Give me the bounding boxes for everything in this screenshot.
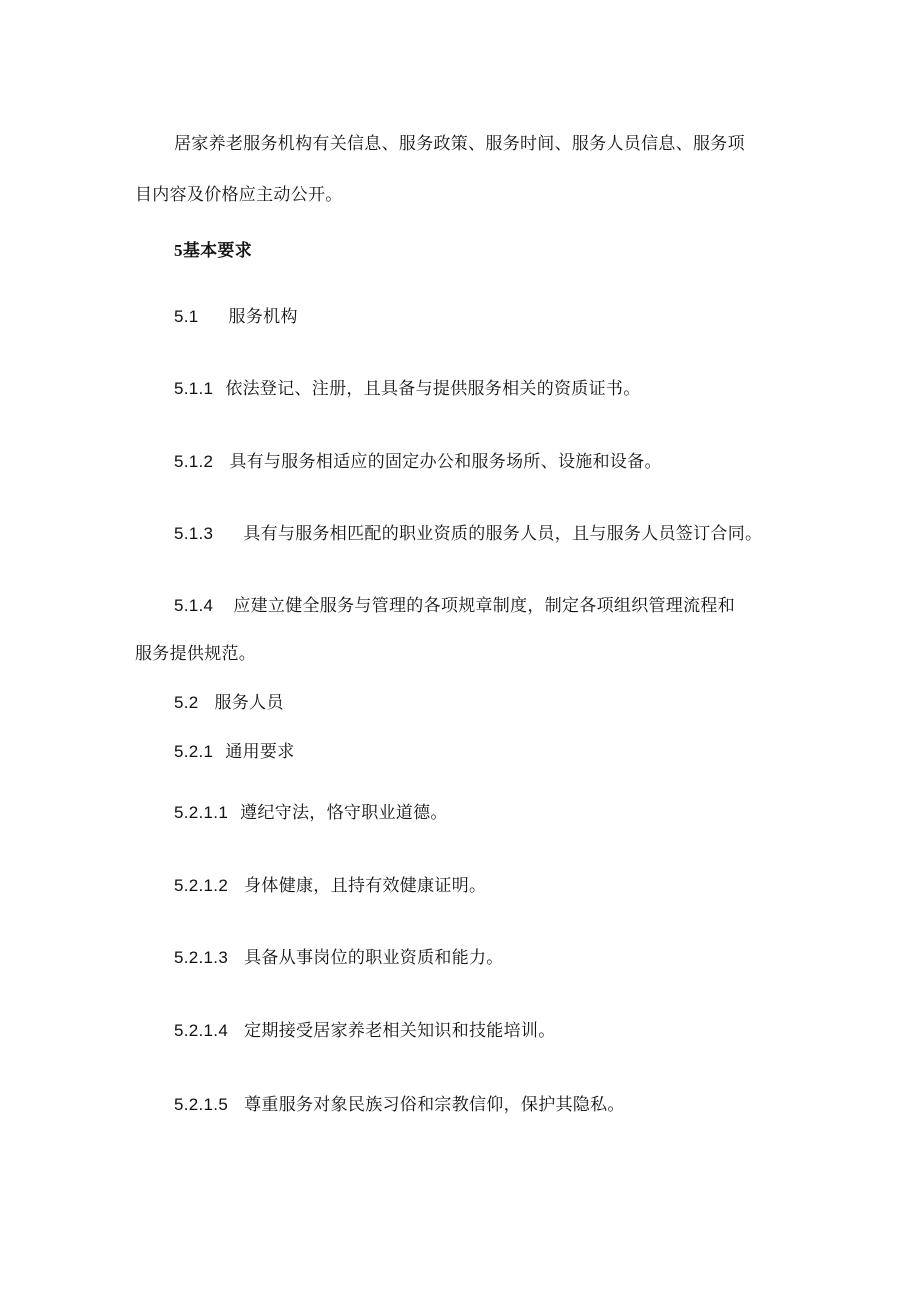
clause-5-2-1-1-number: 5.2.1.1 — [174, 803, 229, 822]
section-5-heading — [174, 240, 252, 262]
section-5-title: 基本要求 — [182, 241, 253, 261]
section-5-2-1-number: 5.2.1 — [174, 742, 214, 761]
section-5-2-heading — [174, 692, 284, 714]
intro-text-line1: 居家养老服务机构有关信息、服务政策、服务时间、服务人员信息、服务项 — [174, 134, 745, 154]
clause-5-2-1-2-number: 5.2.1.2 — [174, 876, 229, 895]
clause-5-2-1-4 — [174, 1020, 556, 1042]
clause-5-1-2-number: 5.1.2 — [174, 452, 214, 471]
clause-5-2-1-3 — [174, 947, 504, 969]
clause-5-2-1-2-text: 身体健康，且持有效健康证明。 — [244, 876, 487, 896]
clause-5-1-3-number: 5.1.3 — [174, 524, 214, 543]
section-5-1-number: 5.1 — [174, 307, 199, 326]
clause-5-1-1-number: 5.1.1 — [174, 379, 214, 398]
clause-5-1-1-text: 依法登记、注册，且具备与提供服务相关的资质证书。 — [225, 379, 641, 399]
clause-5-1-3-text: 具有与服务相匹配的职业资质的服务人员，且与服务人员签订合同。 — [243, 524, 763, 544]
section-5-1-heading — [174, 306, 298, 328]
clause-5-2-1-5-text: 尊重服务对象民族习俗和宗教信仰，保护其隐私。 — [244, 1095, 625, 1115]
clause-5-2-1-4-text: 定期接受居家养老相关知识和技能培训。 — [244, 1021, 556, 1041]
section-5-2-title: 服务人员 — [214, 693, 284, 713]
intro-paragraph-line2 — [135, 184, 343, 206]
clause-5-1-2-text: 具有与服务相适应的固定办公和服务场所、设施和设备。 — [229, 452, 662, 472]
section-5-number: 5 — [174, 241, 183, 260]
intro-text-line2: 目内容及价格应主动公开。 — [135, 185, 343, 205]
clause-5-1-4-text-line2: 服务提供规范。 — [135, 644, 257, 664]
clause-5-2-1-1 — [174, 802, 448, 824]
clause-5-1-2 — [174, 451, 662, 473]
section-5-2-1-heading — [174, 741, 295, 763]
section-5-1-title: 服务机构 — [228, 307, 298, 327]
clause-5-2-1-1-text: 遵纪守法，恪守职业道德。 — [240, 803, 448, 823]
clause-5-1-3 — [174, 523, 762, 545]
clause-5-2-1-2 — [174, 875, 486, 897]
clause-5-1-4-number: 5.1.4 — [174, 596, 214, 615]
section-5-2-number: 5.2 — [174, 693, 199, 712]
clause-5-2-1-3-text: 具备从事岗位的职业资质和能力。 — [244, 948, 504, 968]
clause-5-1-4-line2 — [135, 643, 256, 665]
clause-5-2-1-5-number: 5.2.1.5 — [174, 1095, 229, 1114]
section-5-2-1-title: 通用要求 — [225, 742, 295, 762]
clause-5-1-4-line1 — [174, 595, 735, 617]
clause-5-2-1-3-number: 5.2.1.3 — [174, 948, 229, 967]
clause-5-2-1-4-number: 5.2.1.4 — [174, 1021, 229, 1040]
clause-5-2-1-5 — [174, 1094, 625, 1116]
intro-paragraph-line1 — [174, 133, 745, 155]
clause-5-1-4-text-line1: 应建立健全服务与管理的各项规章制度，制定各项组织管理流程和 — [233, 596, 736, 616]
clause-5-1-1 — [174, 378, 641, 400]
